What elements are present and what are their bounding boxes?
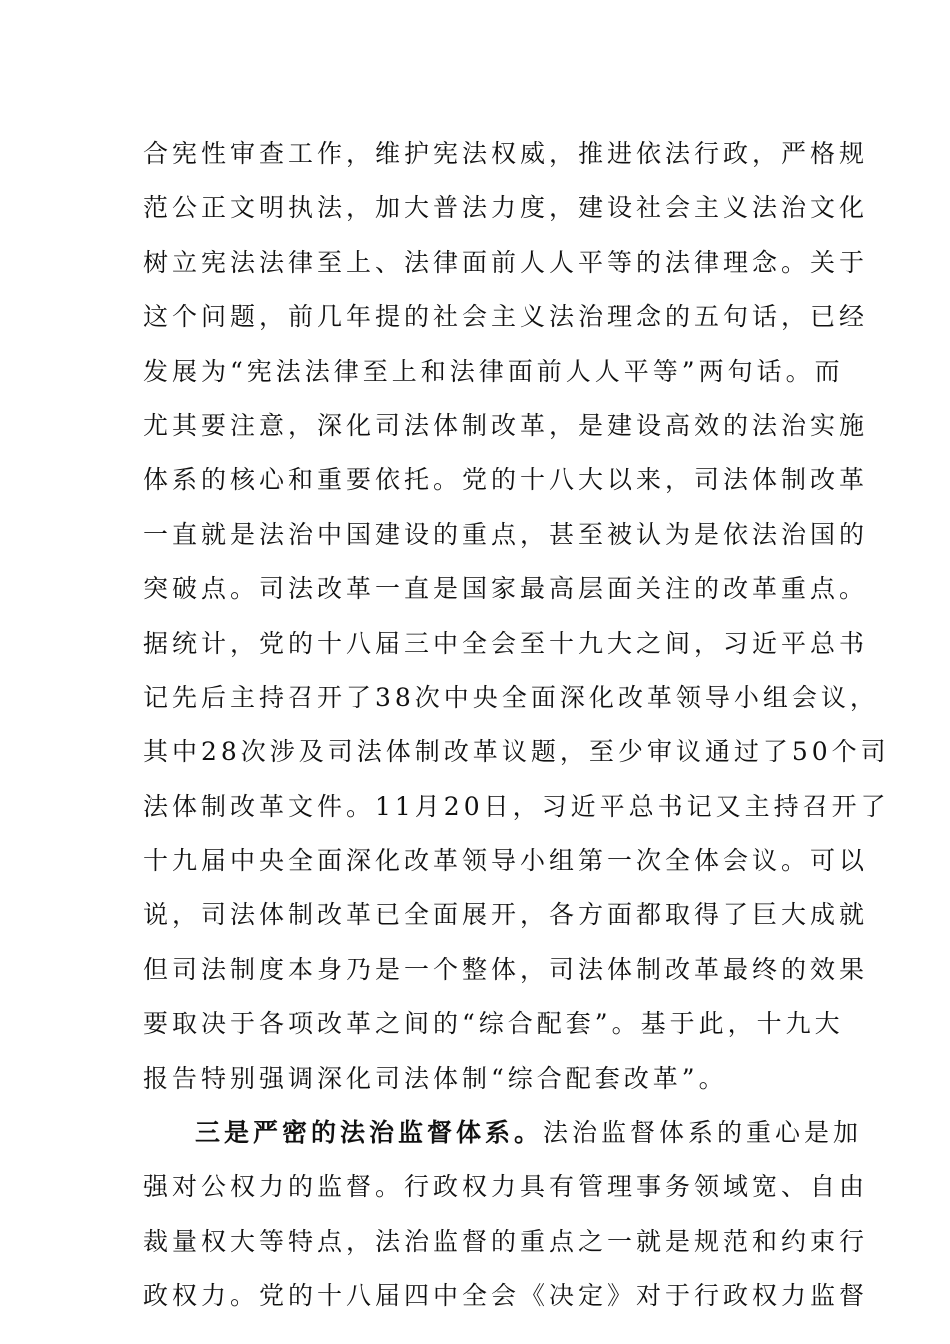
text-line: 一直就是法治中国建设的重点，甚至被认为是依法治国的 [143,519,869,549]
text-line: 裁量权大等特点，法治监督的重点之一就是规范和约束行 [143,1226,869,1256]
text-line: 强对公权力的监督。行政权力具有管理事务领域宽、自由 [143,1172,869,1202]
text-line: 其中28次涉及司法体制改革议题，至少审议通过了50个司 [143,737,890,767]
text-line: 突破点。司法改革一直是国家最高层面关注的改革重点。 [143,574,869,604]
text-line: 尤其要注意，深化司法体制改革，是建设高效的法治实施 [143,410,869,440]
document-body [143,127,890,1324]
text-line: 法体制改革文件。11月20日，习近平总书记又主持召开了 [143,791,890,821]
text-line: 要取决于各项改革之间的“综合配套”。基于此，十九大 [143,1009,844,1039]
text-line: 这个问题，前几年提的社会主义法治理念的五句话，已经 [143,302,869,332]
text-line: 但司法制度本身乃是一个整体，司法体制改革最终的效果 [143,954,869,984]
text-line: 体系的核心和重要依托。党的十八大以来，司法体制改革 [143,465,869,495]
text-line: 据统计，党的十八届三中全会至十九大之间，习近平总书 [143,628,869,658]
text-line: 记先后主持召开了38次中央全面深化改革领导小组会议， [143,682,879,712]
text-line: 十九届中央全面深化改革领导小组第一次全体会议。可以 [143,846,869,876]
text-line: 政权力。党的十八届四中全会《决定》对于行政权力监督 [143,1281,869,1311]
text-line: 报告特别强调深化司法体制“综合配套改革”。 [143,1063,728,1093]
text-line: 树立宪法法律至上、法律面前人人平等的法律理念。关于 [143,247,869,277]
text-line: 范公正文明执法，加大普法力度，建设社会主义法治文化 [143,193,869,223]
text-line: 合宪性审查工作，维护宪法权威，推进依法行政，严格规 [143,139,869,168]
paragraph-first-line [143,1106,863,1160]
text-line: 说，司法体制改革已全面展开，各方面都取得了巨大成就 [143,900,869,930]
text-line: 发展为“宪法法律至上和法律面前人人平等”两句话。而 [143,356,844,386]
paragraph-heading: 三是严密的法治监督体系。 [195,1118,544,1148]
paragraph-text: 法治监督体系的重心是加 [543,1118,863,1148]
